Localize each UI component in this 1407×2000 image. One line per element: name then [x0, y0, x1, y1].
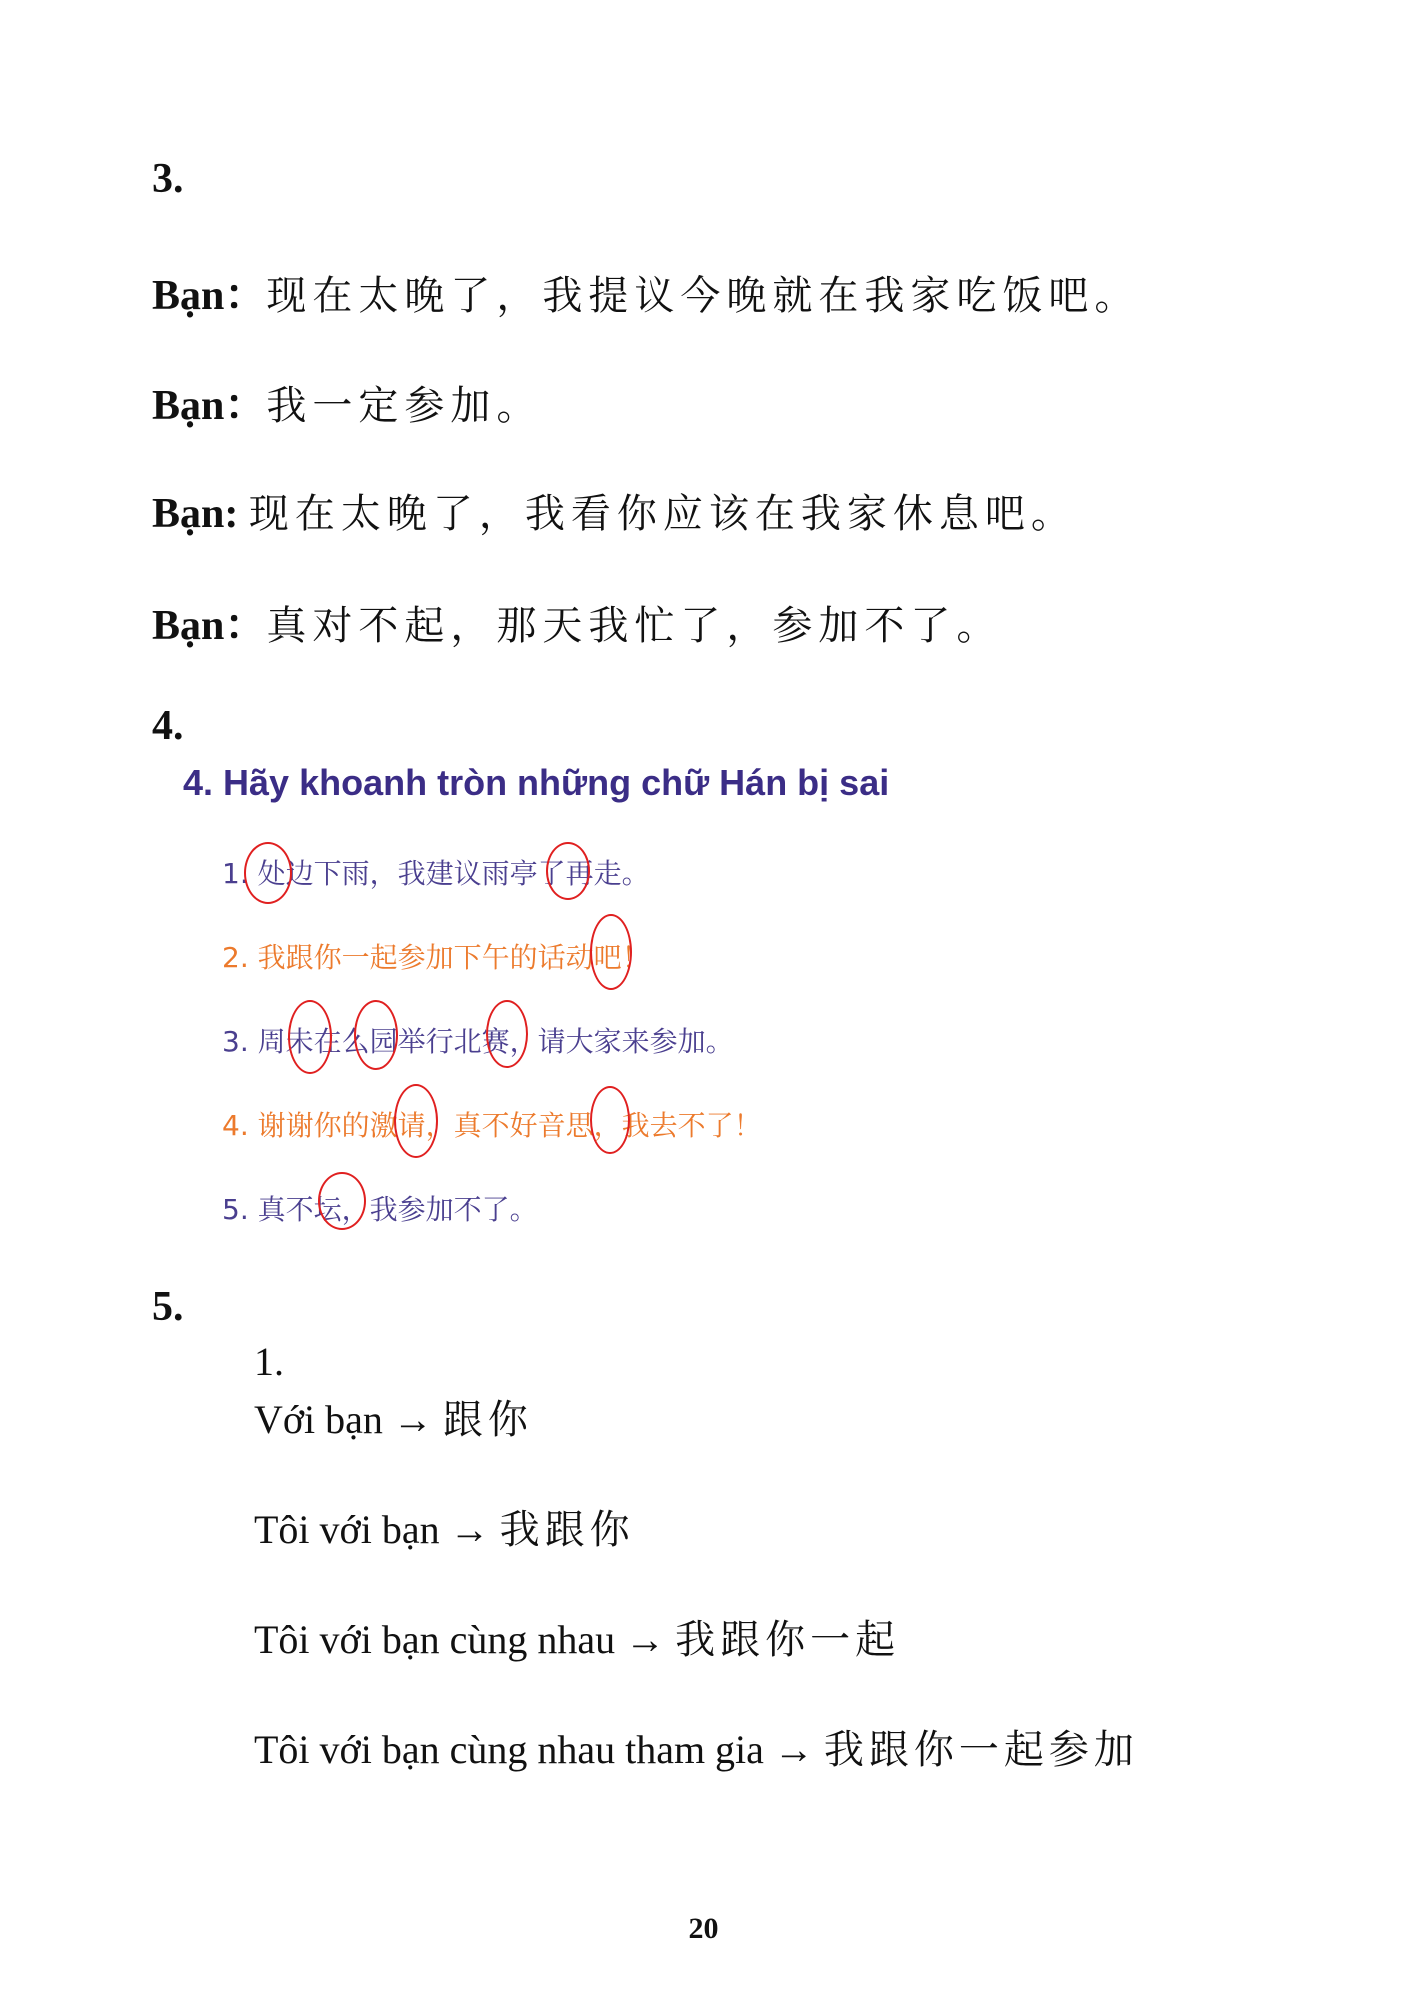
- vietnamese-text: Tôi với bạn cùng nhau tham gia: [254, 1727, 764, 1772]
- dialogue-line: [152, 482, 1077, 539]
- dialogue-text: 真对不起，那天我忙了，参加不了。: [266, 603, 1003, 649]
- translation-line: [254, 1498, 635, 1555]
- chinese-text: 我跟你: [499, 1507, 635, 1553]
- chinese-text: 我跟你一起参加: [823, 1727, 1139, 1773]
- dialogue-line: [152, 372, 542, 432]
- dialogue-text: 现在太晚了，我提议今晚就在我家吃饭吧。: [266, 273, 1141, 319]
- exercise-item: 3. 周未在么园举行北赛，请大家来参加。: [222, 1025, 734, 1058]
- exercise-item: 4. 谢谢你的激请，真不好音思，我去不了！: [222, 1109, 762, 1142]
- chinese-text: 我跟你一起: [675, 1617, 901, 1663]
- translation-line: [254, 1388, 533, 1445]
- dialogue-line: [152, 262, 1140, 322]
- arrow-icon: →: [773, 1727, 814, 1772]
- speaker-separator: :: [224, 491, 249, 537]
- speaker-separator: ：: [224, 383, 267, 429]
- arrow-icon: →: [625, 1617, 666, 1662]
- exercise-item: 5. 真不坛，我参加不了。: [222, 1193, 538, 1226]
- exercise-title: 4. Hãy khoanh tròn những chữ Hán bị sai: [183, 762, 890, 803]
- dialogue-line: [152, 592, 1002, 652]
- vietnamese-text: Với bạn: [254, 1397, 383, 1442]
- dialogue-text: 现在太晚了，我看你应该在我家休息吧。: [248, 491, 1077, 537]
- translation-line: [254, 1608, 900, 1665]
- speaker-label: Bạn: [152, 491, 225, 537]
- section-4-number: 4.: [152, 703, 184, 749]
- exercise-item: 2. 我跟你一起参加下午的话动吧！: [222, 941, 650, 974]
- vietnamese-text: Tôi với bạn: [254, 1507, 440, 1552]
- speaker-separator: ：: [224, 273, 267, 319]
- sub-number: 1.: [254, 1339, 284, 1384]
- exercise-item: 1. 处边下雨，我建议雨亭了再走。: [222, 857, 650, 890]
- speaker-label: Bạn: [152, 603, 225, 649]
- arrow-icon: →: [392, 1397, 433, 1442]
- section-5-number: 5.: [152, 1284, 184, 1330]
- translation-line: [254, 1718, 1139, 1775]
- arrow-icon: →: [449, 1507, 490, 1552]
- vietnamese-text: Tôi với bạn cùng nhau: [254, 1617, 616, 1662]
- speaker-label: Bạn: [152, 273, 225, 319]
- chinese-text: 跟你: [442, 1397, 533, 1443]
- page-number: 20: [688, 1912, 719, 1945]
- speaker-separator: ：: [224, 603, 267, 649]
- speaker-label: Bạn: [152, 383, 225, 429]
- section-3-number: 3.: [152, 156, 184, 202]
- dialogue-text: 我一定参加。: [266, 383, 543, 429]
